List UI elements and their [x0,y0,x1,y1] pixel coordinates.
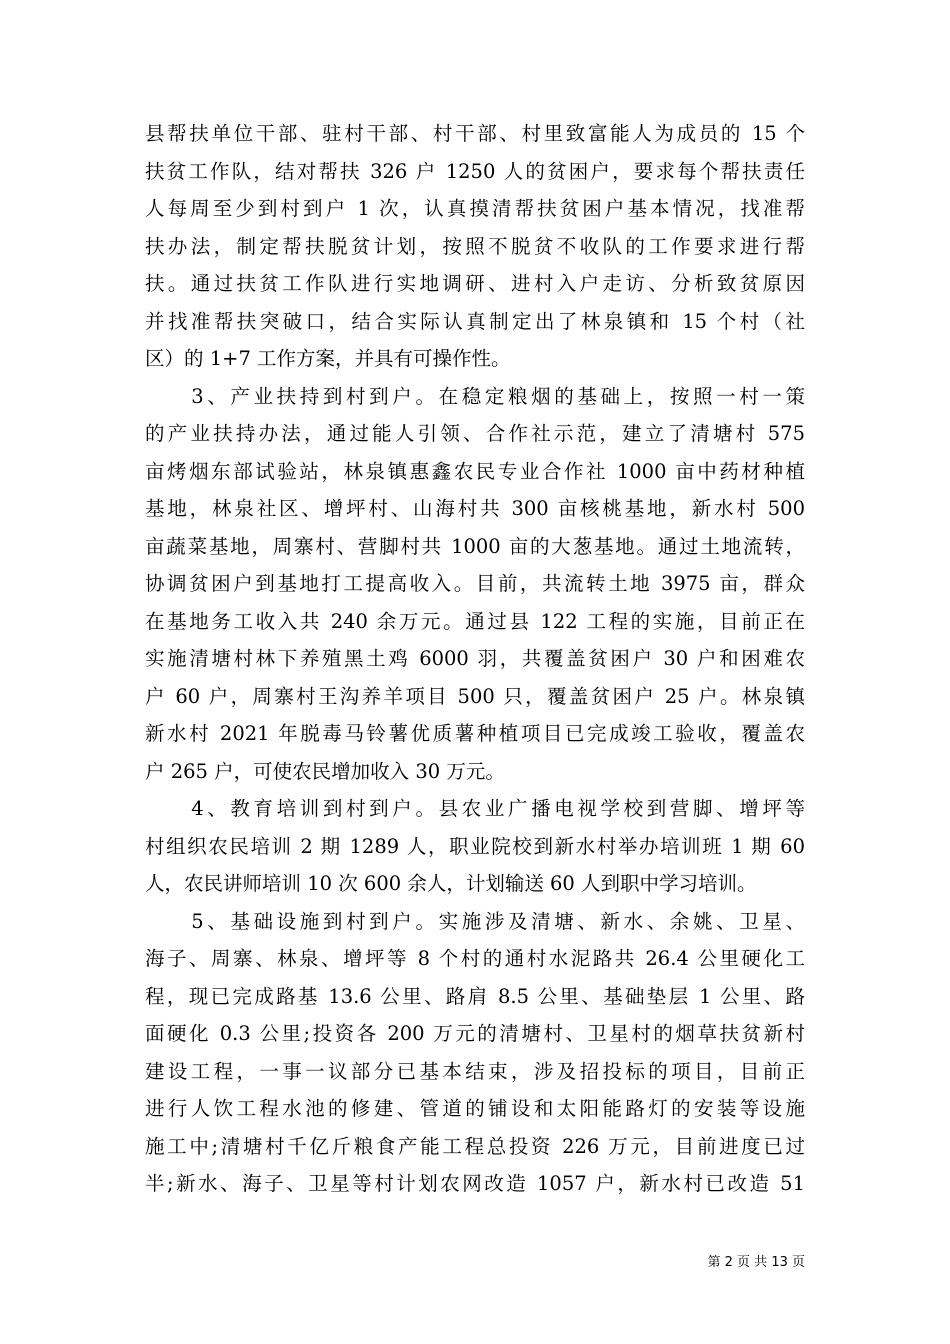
text-line: 半;新水、海子、卫星等村计划农网改造 1057 户，新水村已改造 51 [145,1172,805,1195]
text-line: 实施清塘村林下养殖黑土鸡 6000 羽，共覆盖贫困户 30 户和困难农 [145,647,805,670]
text-line: 户 265 户，可使农民增加收入 30 万元。 [145,759,505,783]
text-line: 户 60 户，周寨村王沟养羊项目 500 只，覆盖贫困户 25 户。林泉镇 [145,684,805,708]
text-line: 并找准帮扶突破口，结合实际认真制定出了林泉镇和 15 个村（社 [145,309,805,333]
text-line: 在基地务工收入共 240 余万元。通过县 122 工程的实施，目前正在 [145,609,805,633]
text-line: 协调贫困户到基地打工提高收入。目前，共流转土地 3975 亩，群众 [145,572,805,595]
text-line: 扶。通过扶贫工作队进行实地调研、进村入户走访、分析致贫原因 [145,272,805,295]
text-line: 扶办法，制定帮扶脱贫计划，按照不脱贫不收队的工作要求进行帮 [145,234,805,258]
document-content [145,115,805,1203]
text-line: 建设工程，一事一议部分已基本结束，涉及招投标的项目，目前正 [145,1059,805,1083]
page-number: 第 2 页 共 13 页 [707,1255,805,1270]
text-line: 新水村 2021 年脱毒马铃薯优质薯种植项目已完成竣工验收，覆盖农 [145,722,805,745]
document-body [145,115,805,1203]
text-line: 亩烤烟东部试验站，林泉镇惠鑫农民专业合作社 1000 亩中药材种植 [145,459,805,483]
text-line: 4、教育培训到村到户。县农业广播电视学校到营脚、增坪等 [145,797,805,820]
text-line: 海子、周寨、林泉、增坪等 8 个村的通村水泥路共 26.4 公里硬化工 [145,947,805,970]
text-line: 面硬化 0.3 公里;投资各 200 万元的清塘村、卫星村的烟草扶贫新村 [145,1022,805,1045]
text-line: 村组织农民培训 2 期 1289 人，职业院校到新水村举办培训班 1 期 60 [145,834,805,858]
text-line: 的产业扶持办法，通过能人引领、合作社示范，建立了清塘村 575 [145,422,805,445]
text-line: 施工中;清塘村千亿斤粮食产能工程总投资 226 万元，目前进度已过 [145,1134,805,1158]
text-line: 基地，林泉社区、增坪村、山海村共 300 亩核桃基地，新水村 500 [145,497,805,520]
text-line: 3、产业扶持到村到户。在稳定粮烟的基础上，按照一村一策 [145,384,805,408]
paragraph [145,790,805,903]
text-line: 县帮扶单位干部、驻村干部、村干部、村里致富能人为成员的 15 个 [145,122,805,145]
text-line: 进行人饮工程水池的修建、管道的铺设和太阳能路灯的安装等设施 [145,1097,805,1120]
paragraph [145,378,805,791]
text-line: 人，农民讲师培训 10 次 600 余人，计划输送 60 人到职中学习培训。 [145,872,757,895]
text-line: 扶贫工作队，结对帮扶 326 户 1250 人的贫困户，要求每个帮扶责任 [145,159,805,183]
text-line: 5、基础设施到村到户。实施涉及清塘、新水、余姚、卫星、 [145,909,805,933]
text-line: 亩蔬菜基地，周寨村、营脚村共 1000 亩的大葱基地。通过土地流转， [145,534,805,558]
text-line: 区）的 1+7 工作方案，并具有可操作性。 [145,347,511,370]
text-line: 程，现已完成路基 13.6 公里、路肩 8.5 公里、基础垫层 1 公里、路 [145,984,805,1008]
paragraph [145,903,805,1203]
paragraph [145,115,805,378]
text-line: 人每周至少到村到户 1 次，认真摸清帮扶贫困户基本情况，找准帮 [145,197,805,220]
